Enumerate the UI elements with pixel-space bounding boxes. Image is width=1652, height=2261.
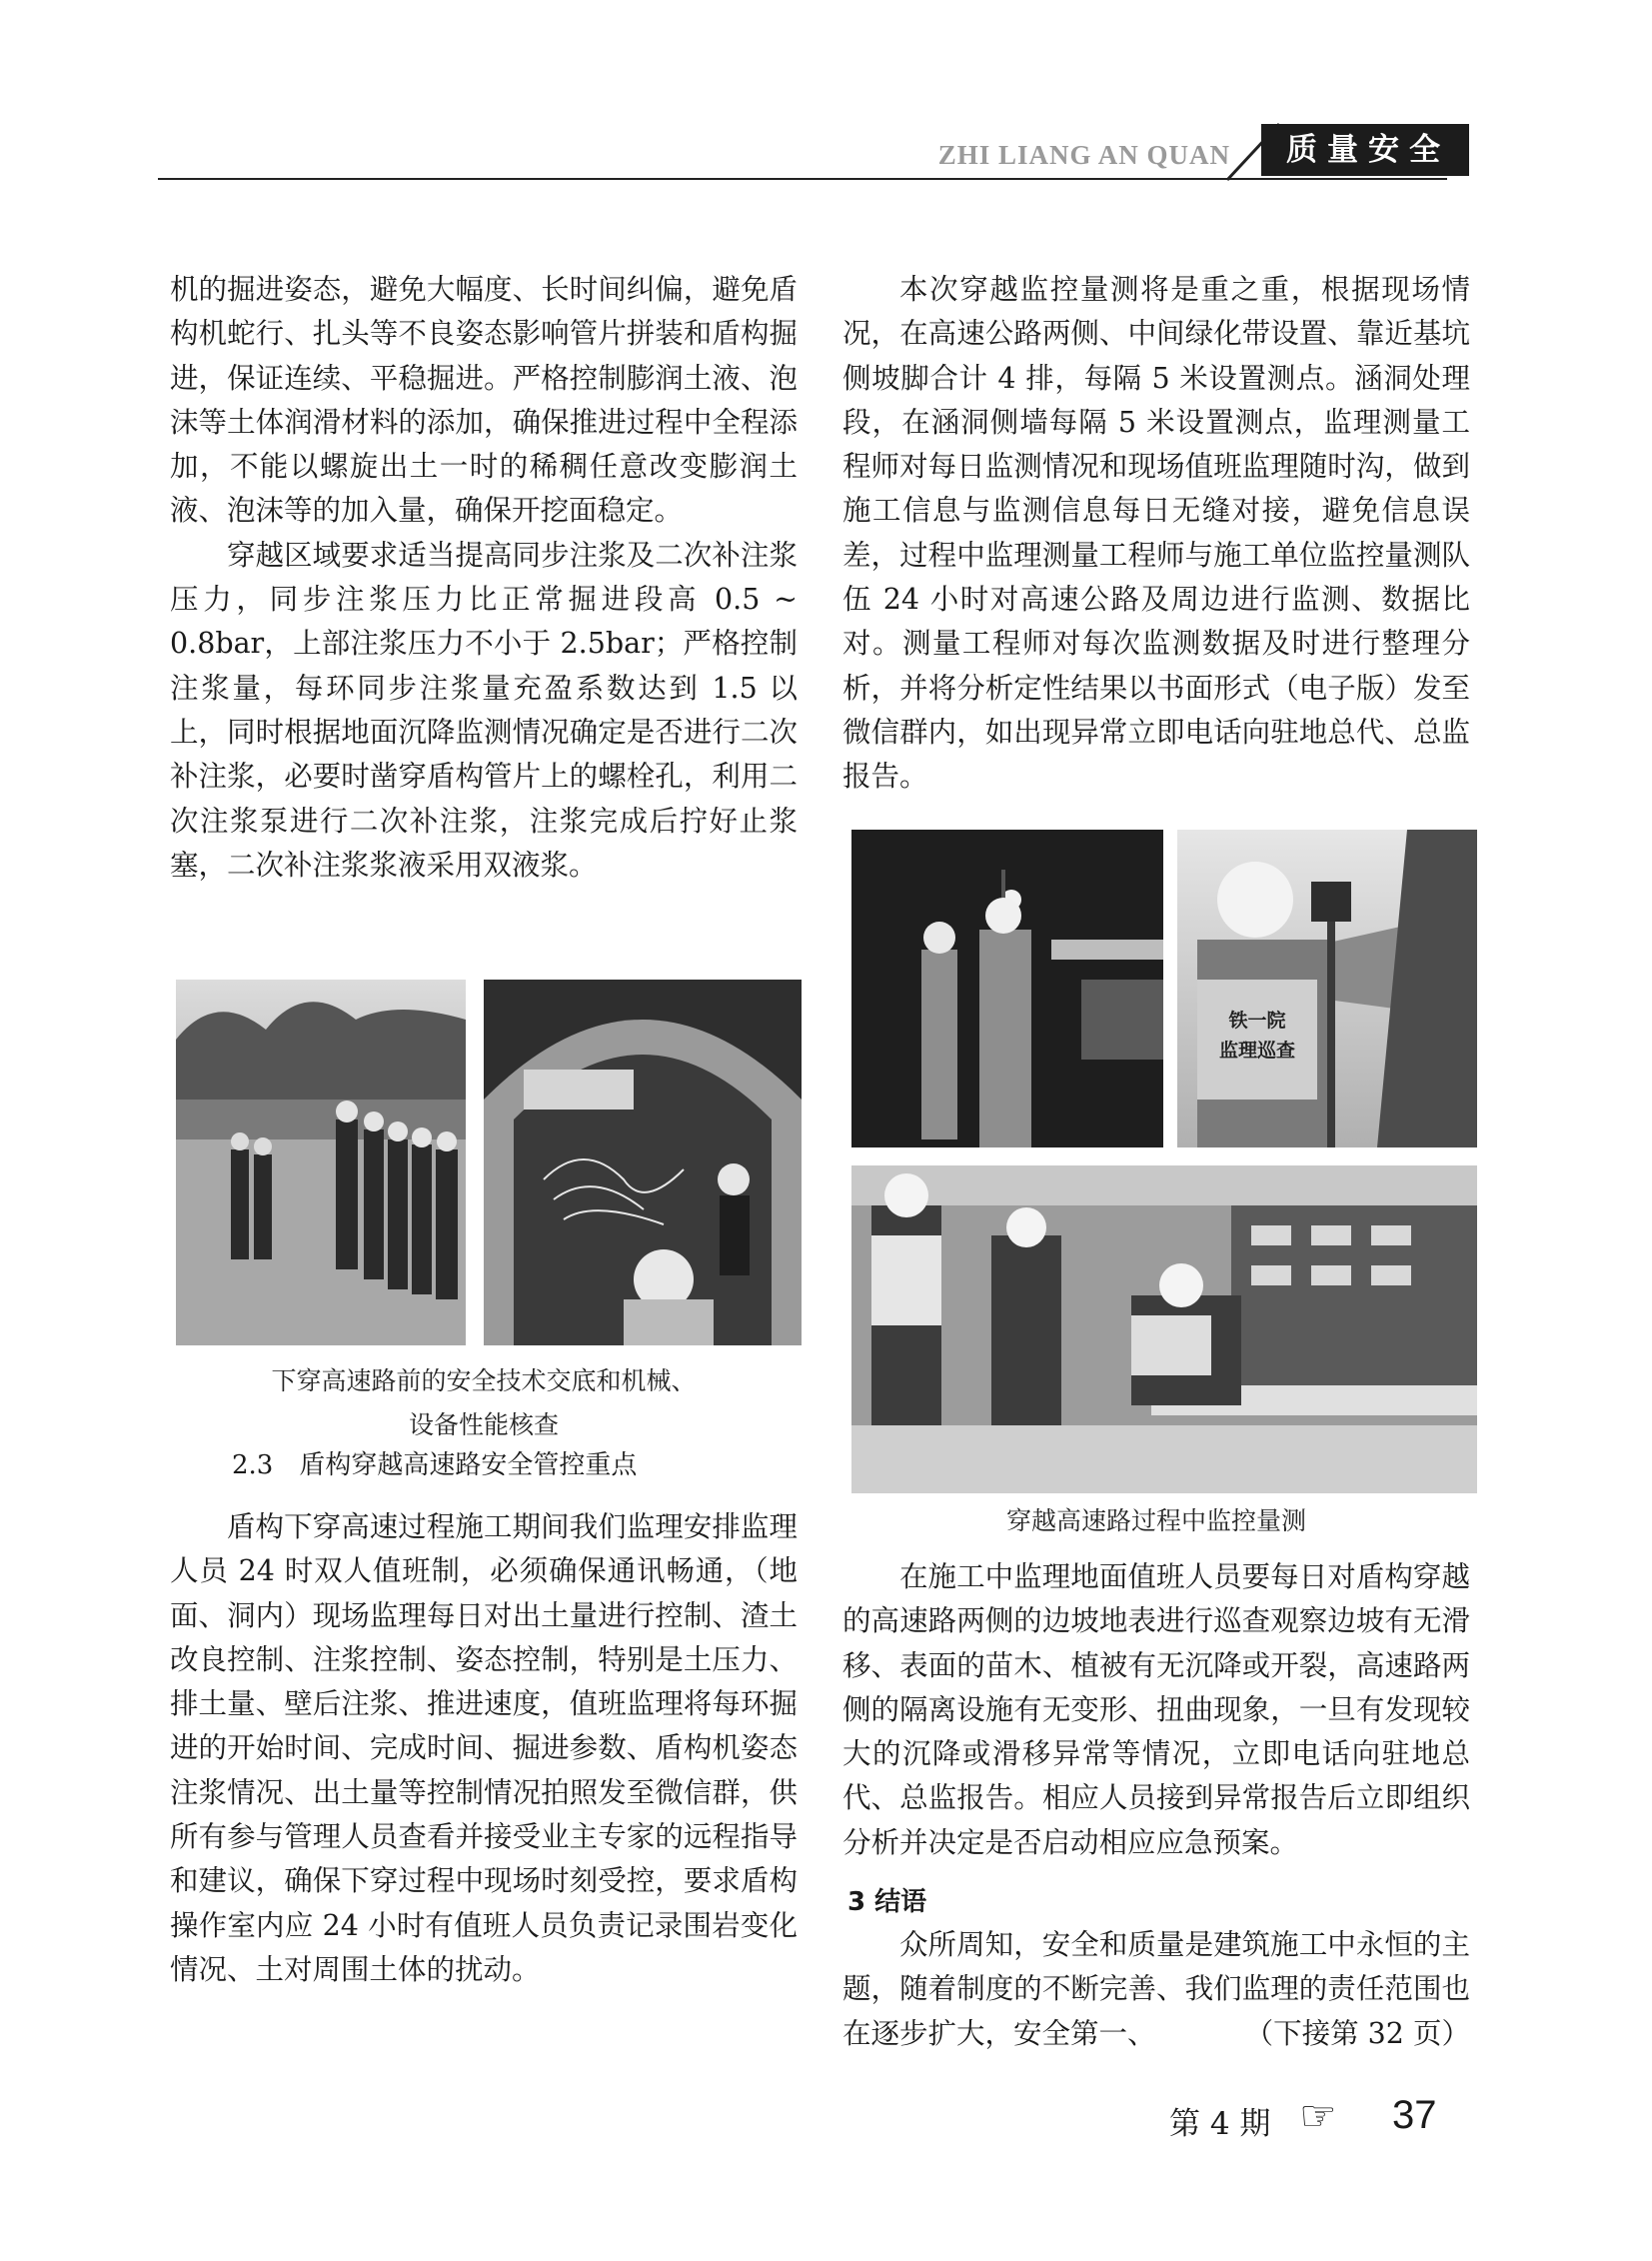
subheading-2-3: 2.3 盾构穿越高速路安全管控重点 (232, 1450, 638, 1480)
left-paragraph-1: 机的掘进姿态，避免大幅度、长时间纠偏，避免盾构机蛇行、扎头等不良姿态影响管片拼装和盾构掘进，保证连续、平稳掘进。严格控制膨润土液、泡沫等土体润滑材料的添加，确保推进过程中全程添加，不能以螺旋出土一时的稀稠任意改变膨润土液、泡沫等的加入量，确保开挖面稳定。 (170, 273, 798, 528)
pointing-hand-icon: ☞ (1299, 2091, 1337, 2140)
safety-briefing-photo (176, 980, 466, 1345)
night-survey-photo (851, 830, 1163, 1147)
right-paragraph-2-block (842, 1555, 1470, 1865)
header-section-badge: 质量安全 (1261, 124, 1469, 176)
right-paragraph-2: 在施工中监理地面值班人员要每日对盾构穿越的高速路两侧的边坡地表进行巡查观察边坡有无滑移、表面的苗木、植被有无沉降或开裂，高速路两侧的隔离设施有无变形、扭曲现象，一旦有发现较大的沉降或滑移异常等情况，立即电话向驻地总代、总监报告。相应人员接到异常报告后立即组织分析并决定是否启动相应应急预案。 (842, 1560, 1470, 1859)
right-column (842, 268, 1470, 800)
left-column (170, 268, 798, 888)
right-figure-caption: 穿越高速路过程中监控量测 (1005, 1506, 1306, 1535)
right-paragraph-3-text: 众所周知，安全和质量是建筑施工中永恒的主题，随着制度的不断完善、我们监理的责任范围也在逐步扩大，安全第一、 (842, 1928, 1470, 2050)
left-paragraph-2: 穿越区域要求适当提高同步注浆及二次补注浆压力，同步注浆压力比正常掘进段高 0.5 ~ 0.8bar，上部注浆压力不小于 2.5bar；严格控制注浆量，每环同步注浆量充盈系数达到 1.5 以上，同时根据地面沉降监测情况确定是否进行二次补注浆，必要时凿穿盾构管片上的螺栓孔，利用二次注浆泵进行二次补注浆，注浆完成后拧好止浆塞，二次补注浆浆液采用双液浆。 (170, 538, 798, 882)
issue-number: 第 4 期 (1169, 2106, 1271, 2142)
vest-text-line-1: 铁一院 (1228, 1010, 1286, 1032)
page-number: 37 (1392, 2093, 1437, 2137)
left-figure-caption (170, 1359, 798, 1447)
left-paragraph-3: 盾构下穿高速过程施工期间我们监理安排监理人员 24 时双人值班制，必须确保通讯畅通，（地面、洞内）现场监理每日对出土量进行控制、渣土改良控制、注浆控制、姿态控制，特别是土压力、排土量、壁后注浆、推进速度，值班监理将每环掘进的开始时间、完成时间、掘进参数、盾构机姿态注浆情况、出土量等控制情况拍照发至微信群，供所有参与管理人员查看并接受业主专家的远程指导和建议，确保下穿过程中现场时刻受控，要求盾构操作室内应 24 小时有值班人员负责记录围岩变化情况、土对周围土体的扰动。 (170, 1510, 798, 1986)
continuation-note: （下接第 32 页） (1244, 2016, 1470, 2050)
vest-text-line-2: 监理巡查 (1218, 1040, 1295, 1062)
header-pinyin-title: ZHI LIANG AN QUAN (937, 140, 1230, 170)
left-paragraph-3-block (170, 1505, 798, 1992)
right-paragraph-1: 本次穿越监控量测将是重之重，根据现场情况，在高速公路两侧、中间绿化带设置、靠近基坑侧坡脚合计 4 排，每隔 5 米设置测点。涵洞处理段，在涵洞侧墙每隔 5 米设置测点，监理测量工程师对每日监测情况和现场值班监理随时沟，做到施工信息与监测信息每日无缝对接，避免信息误差，过程中监理测量工程师与施工单位监控量测队伍 24 小时对高速公路及周边进行监测、数据比对。测量工程师对每次监测数据及时进行整理分析，并将分析定性结果以书面形式（电子版）发至微信群内，如出现异常立即电话向驻地总代、总监报告。 (842, 273, 1470, 794)
right-paragraph-3 (842, 1923, 1470, 2056)
tunnel-shield-machine-photo (484, 980, 802, 1345)
control-room-monitoring-photo (851, 1165, 1477, 1493)
right-paragraph-3-block (842, 1923, 1470, 2056)
vest-text (1201, 1006, 1313, 1066)
left-caption-line-2: 设备性能核查 (408, 1410, 559, 1439)
section-3-heading: 3 结语 (847, 1887, 927, 1917)
highway-inspection-photo (1177, 830, 1477, 1147)
left-caption-line-1: 下穿高速路前的安全技术交底和机械、 (271, 1366, 697, 1395)
